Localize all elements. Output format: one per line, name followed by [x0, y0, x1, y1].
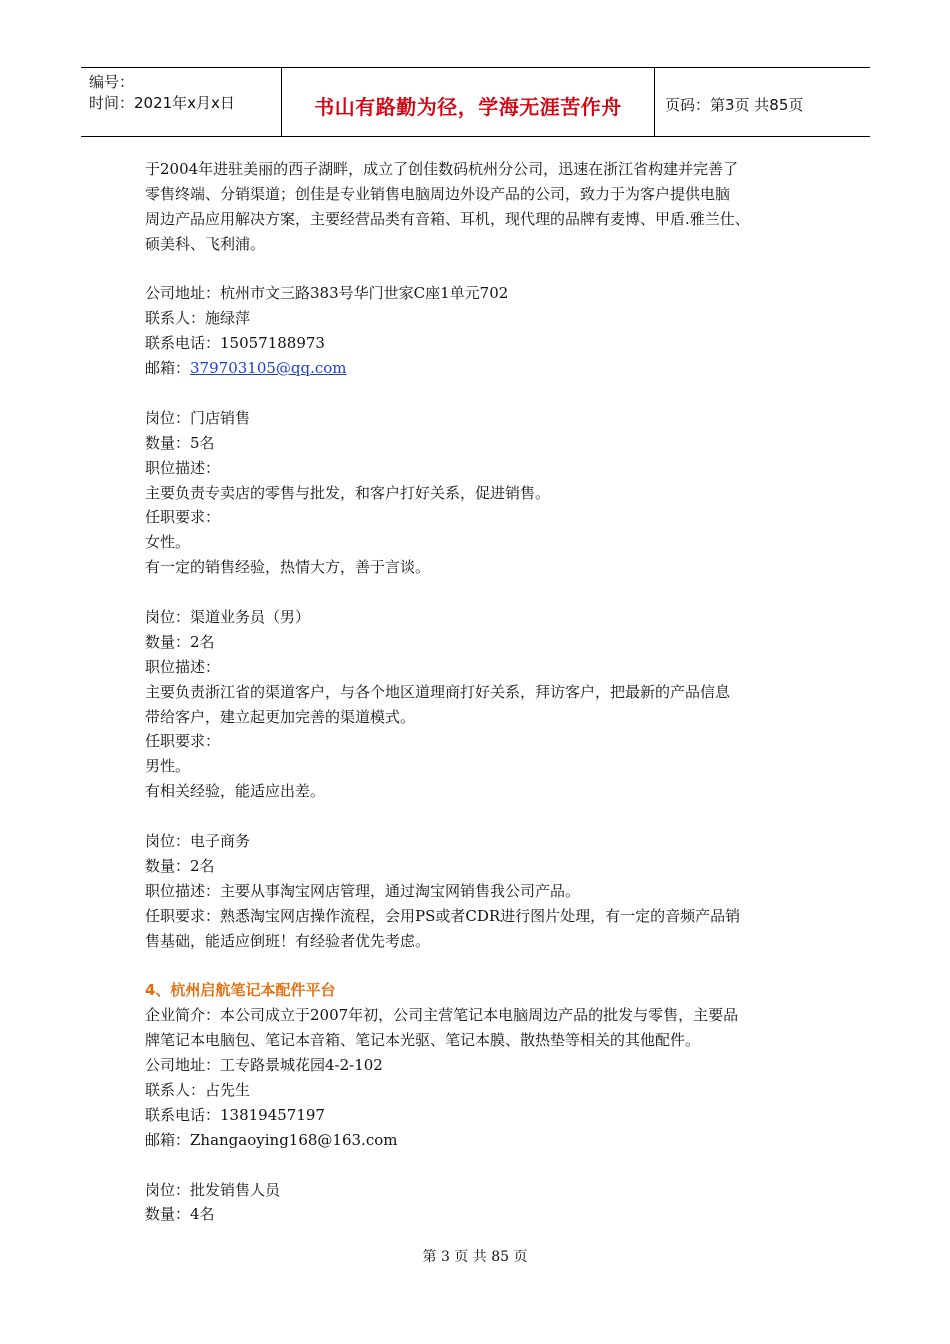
footer-page-number: 第 3 页 共 85 页	[422, 1249, 528, 1265]
spacer	[145, 1153, 825, 1178]
job-position: 岗位：门店销售	[145, 408, 251, 427]
job-count: 数量：2名	[145, 856, 215, 875]
intro-line: 周边产品应用解决方案，主要经营品类有音箱、耳机，现代理的品牌有麦博、甲盾.雅兰仕、	[145, 209, 750, 228]
company-phone: 联系电话：13819457197	[145, 1105, 325, 1124]
spacer	[145, 580, 825, 605]
company-intro: 企业简介：本公司成立于2007年初，公司主营笔记本电脑周边产品的批发与零售，主要品	[145, 1006, 739, 1025]
company-contact: 联系人：施绿萍	[145, 309, 251, 328]
job-count: 数量：5名	[145, 433, 215, 452]
job-position: 岗位：批发销售人员	[145, 1180, 281, 1199]
company-email: 邮箱：Zhangaoying168@163.com	[145, 1130, 398, 1149]
company-address: 公司地址：工专路景城花园4-2-102	[145, 1056, 383, 1075]
section-heading: 4、杭州启航笔记本配件平台	[145, 981, 336, 1000]
email-link[interactable]: 379703105@qq.com	[190, 359, 347, 378]
intro-line: 零售终端、分销渠道；创佳是专业销售电脑周边外设产品的公司，致力于为客户提供电脑	[145, 184, 731, 203]
job-count: 数量：2名	[145, 632, 215, 651]
document-body	[145, 157, 825, 1227]
header-meta	[81, 68, 282, 136]
company-address: 公司地址：杭州市文三路383号华门世家C座1单元702	[145, 284, 509, 303]
email-label: 邮箱：	[145, 359, 191, 378]
company-phone: 联系电话：15057188973	[145, 334, 325, 353]
spacer	[145, 257, 825, 282]
job-position: 岗位：电子商务	[145, 832, 251, 851]
job-position: 岗位：渠道业务员（男）	[145, 608, 311, 627]
job-req: 任职要求：熟悉淘宝网店操作流程，会用PS或者CDR进行图片处理，有一定的音频产品销	[145, 906, 741, 925]
document-date: 时间：2021年x月x日	[89, 94, 235, 112]
job-req: 男性。	[145, 757, 191, 776]
job-desc-label: 职位描述：	[145, 458, 221, 477]
header-page-info: 页码：第3页 共85页	[665, 96, 804, 114]
spacer	[145, 804, 825, 829]
job-req: 有一定的销售经验，热情大方，善于言谈。	[145, 558, 431, 577]
spacer	[145, 381, 825, 406]
job-desc: 带给客户，建立起更加完善的渠道模式。	[145, 707, 416, 726]
intro-line: 于2004年进驻美丽的西子湖畔，成立了创佳数码杭州分公司，迅速在浙江省构建并完善了	[145, 160, 739, 178]
document-number-label: 编号：	[89, 73, 135, 91]
job-req: 售基础，能适应倒班！有经验者优先考虑。	[145, 931, 431, 950]
job-desc: 主要负责浙江省的渠道客户，与各个地区道理商打好关系，拜访客户，把最新的产品信息	[145, 682, 731, 701]
header-motto: 书山有路勤为径，学海无涯苦作舟	[314, 95, 622, 119]
job-req: 有相关经验，能适应出差。	[145, 782, 326, 801]
company-contact: 联系人：占先生	[145, 1080, 251, 1099]
intro-line: 硕美科、飞利浦。	[145, 234, 266, 253]
job-count: 数量：4名	[145, 1205, 215, 1224]
company-email-line	[145, 356, 825, 381]
job-desc-label: 职位描述：	[145, 657, 221, 676]
job-desc: 主要负责专卖店的零售与批发，和客户打好关系，促进销售。	[145, 483, 551, 502]
header-page-cell	[655, 68, 870, 136]
job-desc: 职位描述：主要从事淘宝网店管理，通过淘宝网销售我公司产品。	[145, 881, 581, 900]
job-req-label: 任职要求：	[145, 732, 221, 751]
job-req: 女性。	[145, 533, 191, 552]
page-header	[81, 67, 870, 137]
company-intro: 牌笔记本电脑包、笔记本音箱、笔记本光驱、笔记本膜、散热垫等相关的其他配件。	[145, 1031, 701, 1050]
page-footer	[0, 1246, 950, 1266]
spacer	[145, 954, 825, 979]
header-motto-cell	[282, 68, 655, 136]
job-req-label: 任职要求：	[145, 508, 221, 527]
